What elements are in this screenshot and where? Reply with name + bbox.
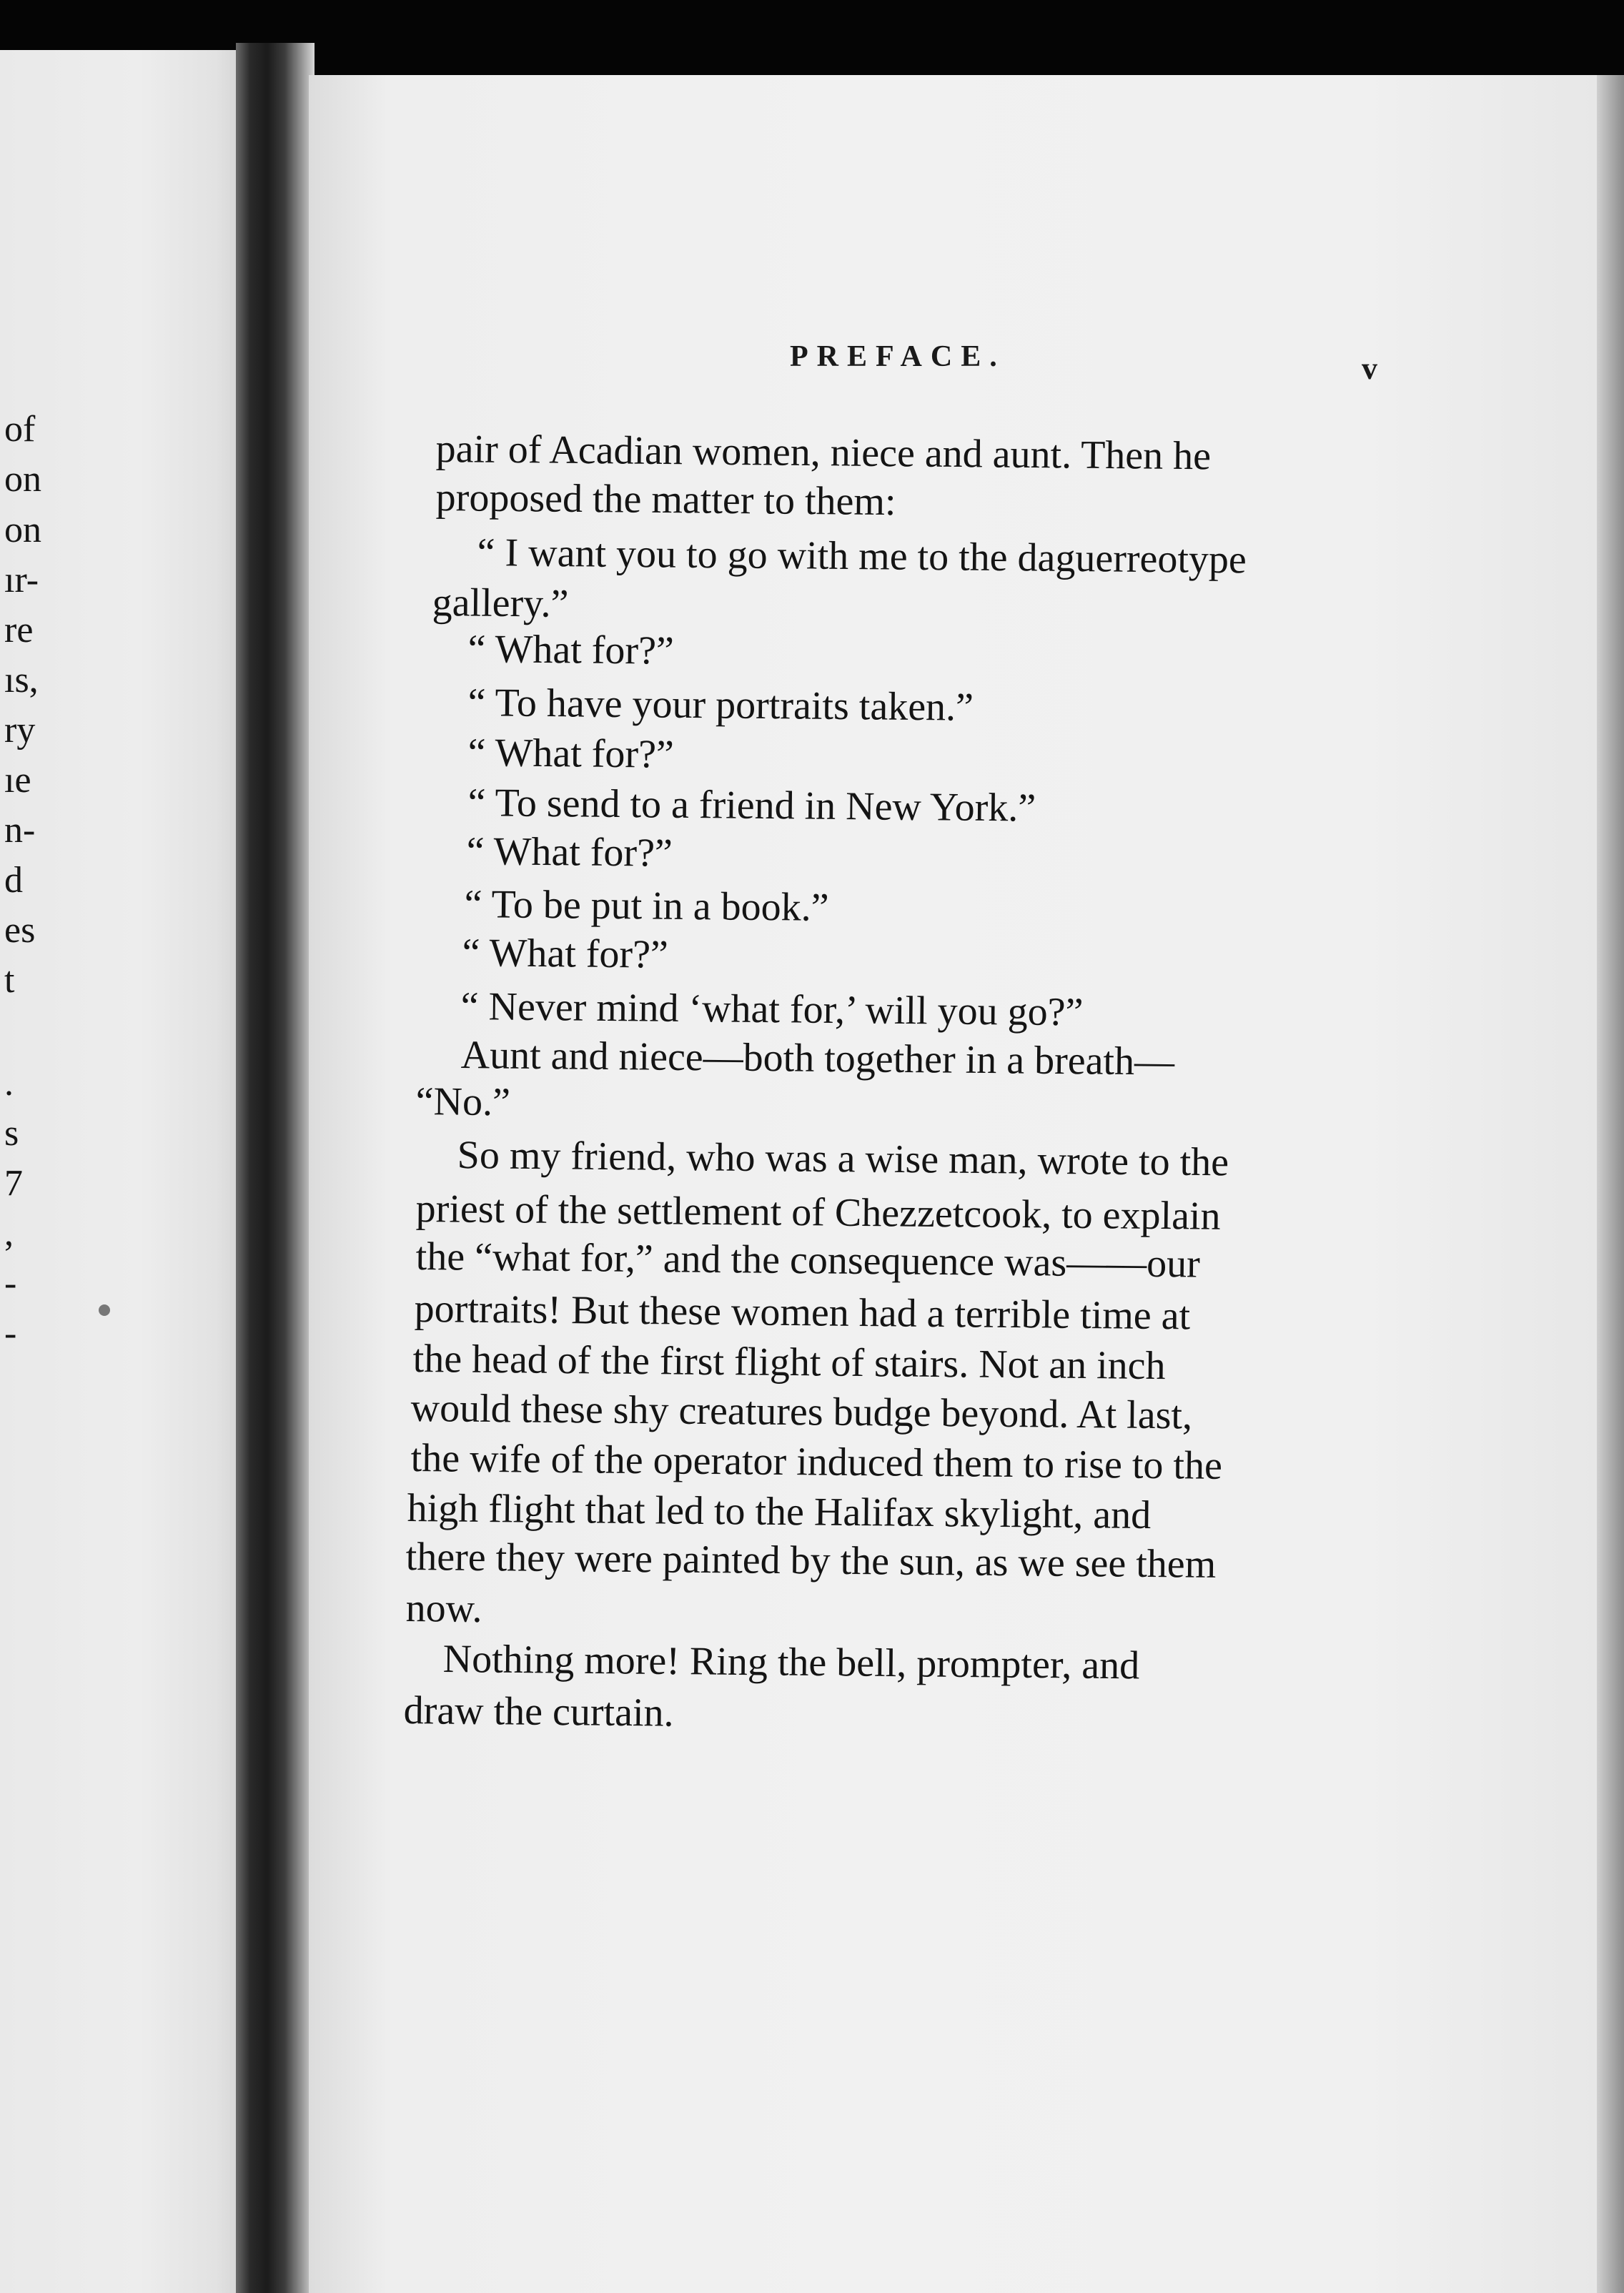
left-page xyxy=(0,50,254,2293)
text-line: “ What for?” xyxy=(466,829,673,876)
left-fragment: of xyxy=(4,409,36,450)
left-fragment: ır- xyxy=(4,560,39,600)
left-fragment: s xyxy=(4,1113,19,1154)
right-page xyxy=(309,75,1624,2293)
text-line: pair of Acadian women, niece and aunt. Then he xyxy=(435,427,1212,479)
left-fragment: on xyxy=(4,459,41,500)
text-line: “ Never mind ‘what for,’ will you go?” xyxy=(460,984,1084,1035)
ink-speck xyxy=(99,1304,110,1316)
text-line: gallery.” xyxy=(432,580,569,626)
text-line: the “what for,” and the consequence was——our xyxy=(415,1234,1201,1287)
text-line: portraits! But these women had a terrible time at xyxy=(414,1287,1191,1339)
left-fragment: es xyxy=(4,910,36,951)
text-line: the head of the first flight of stairs. Not an inch xyxy=(412,1337,1166,1389)
left-fragment: ry xyxy=(4,710,36,751)
text-line: now. xyxy=(405,1586,482,1632)
text-line: there they were painted by the sun, as we see them xyxy=(405,1535,1217,1587)
text-line: “ I want you to go with me to the daguerreotype xyxy=(477,530,1247,583)
text-line: “ To have your portraits taken.” xyxy=(467,680,974,730)
left-fragment: 7 xyxy=(4,1163,23,1204)
text-line: Aunt and niece—both together in a breath— xyxy=(460,1033,1175,1084)
left-fragment: d xyxy=(4,860,23,901)
text-line: draw the curtain. xyxy=(403,1688,674,1735)
book-gutter xyxy=(236,43,315,2293)
left-fragment: . xyxy=(4,1063,14,1104)
left-page-text-fragments xyxy=(0,50,254,2293)
page-number: v xyxy=(1362,351,1377,386)
text-line: Nothing more! Ring the bell, prompter, and xyxy=(442,1637,1140,1688)
text-line: would these shy creatures budge beyond. At last, xyxy=(410,1386,1193,1438)
text-line: the wife of the operator induced them to rise to the xyxy=(410,1436,1223,1488)
text-line: “ What for?” xyxy=(467,627,675,673)
text-line: “ To send to a friend in New York.” xyxy=(467,781,1036,831)
right-page-edge xyxy=(1597,75,1624,2293)
left-fragment: t xyxy=(4,960,15,1001)
left-fragment: ıs, xyxy=(4,660,39,700)
text-line: proposed the matter to them: xyxy=(435,475,896,525)
text-line: “ To be put in a book.” xyxy=(464,882,829,930)
left-fragment: - xyxy=(4,1263,17,1304)
left-fragment: , xyxy=(4,1213,14,1254)
running-head: PREFACE. xyxy=(790,340,1006,373)
text-line: “ What for?” xyxy=(462,931,669,977)
left-fragment: n- xyxy=(4,810,36,851)
text-line: “ What for?” xyxy=(467,731,675,777)
left-fragment: ıe xyxy=(4,760,31,801)
left-fragment: re xyxy=(4,610,34,650)
text-line: priest of the settlement of Chezzetcook, to explain xyxy=(415,1187,1221,1239)
text-line: “No.” xyxy=(415,1079,511,1125)
left-fragment: on xyxy=(4,510,41,550)
left-fragment: - xyxy=(4,1313,17,1354)
text-line: high flight that led to the Halifax skylight, and xyxy=(407,1486,1152,1537)
text-line: So my friend, who was a wise man, wrote to the xyxy=(457,1133,1229,1185)
